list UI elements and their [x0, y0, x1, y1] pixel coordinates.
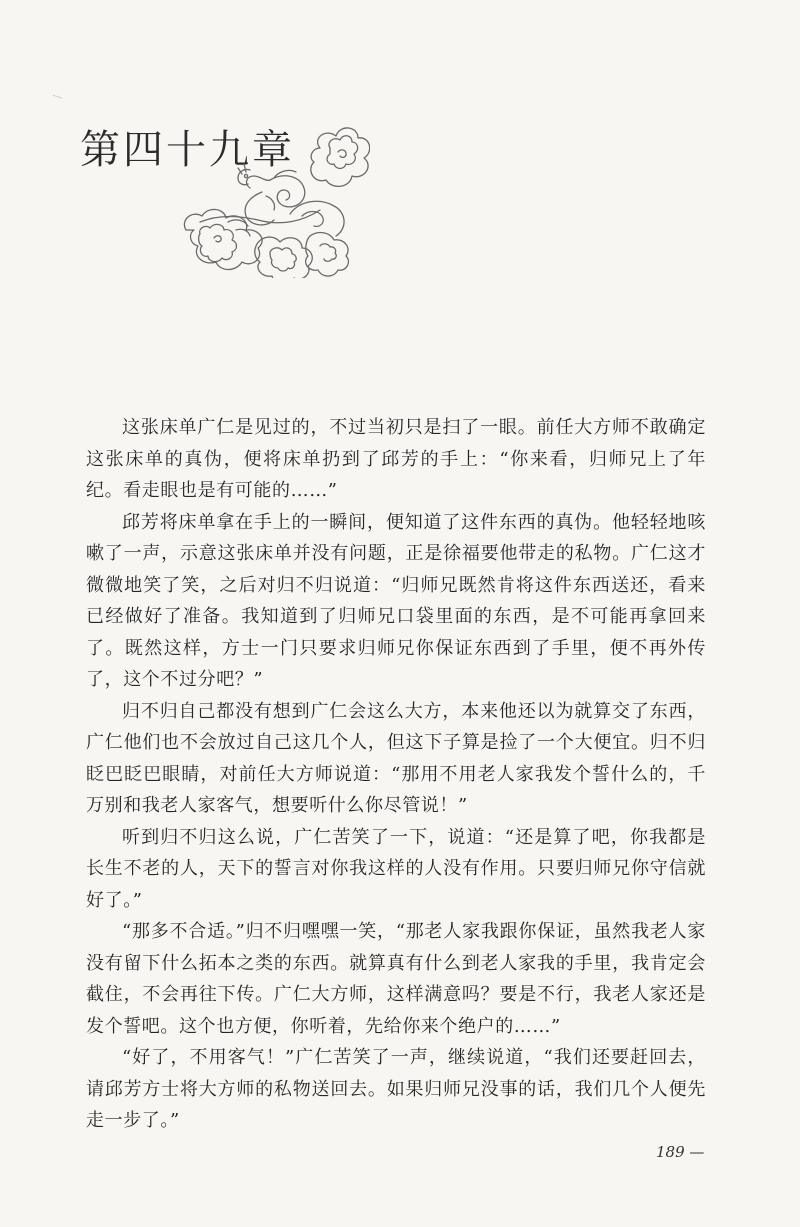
chapter-title: 第四十九章	[80, 127, 295, 173]
page-number: 189 —	[656, 1143, 705, 1161]
paper-speck	[52, 95, 63, 102]
chapter-body	[86, 412, 706, 1137]
paragraph-1: 这张床单广仁是见过的，不过当初只是扫了一眼。前任大方师不敢确定这张床单的真伪，便将床单扔到了邱芳的手上：“你来看，归师兄上了年纪。看走眼也是有可能的……”	[86, 417, 706, 501]
cloud-dragon-ornament-icon	[170, 118, 370, 278]
paragraph-4: 听到归不归这么说，广仁苦笑了一下，说道：“还是算了吧，你我都是长生不老的人，天下的誓言对你我这样的人没有作用。只要归师兄你守信就好了。”	[86, 826, 706, 911]
paragraph-3: 归不归自己都没有想到广仁会这么大方，本来他还以为就算交了东西，广仁他们也不会放过自己这几个人，但这下子算是捡了一个大便宜。归不归眨巴眨巴眼睛，对前任大方师说道：“那用不用老人家我发个誓什么的，千万别和我老人家客气，想要听什么你尽管说！”	[86, 700, 706, 816]
paragraph-5: “那多不合适。”归不归嘿嘿一笑，“那老人家我跟你保证，虽然我老人家没有留下什么拓本之类的东西。就算真有什么到老人家我的手里，我肯定会截住，不会再往下传。广仁大方师，这样满意吗？要是不行，我老人家还是发个誓吧。这个也方便，你听着，先给你来个绝户的……”	[86, 921, 706, 1037]
paragraph-6: “好了，不用客气！”广仁苦笑了一声，继续说道，“我们还要赶回去，请邱芳方士将大方师的私物送回去。如果归师兄没事的话，我们几个人便先走一步了。”	[86, 1047, 706, 1131]
paragraph-2: 邱芳将床单拿在手上的一瞬间，便知道了这件东西的真伪。他轻轻地咳嗽了一声，示意这张床单并没有问题，正是徐福要他带走的私物。广仁这才微微地笑了笑，之后对归不归说道：“归师兄既然肯将这件东西送还，看来已经做好了准备。我知道到了归师兄口袋里面的东西，是不可能再拿回来了。既然这样，方士一门只要求归师兄你保证东西到了手里，便不再外传了，这个不过分吧？”	[86, 511, 706, 690]
